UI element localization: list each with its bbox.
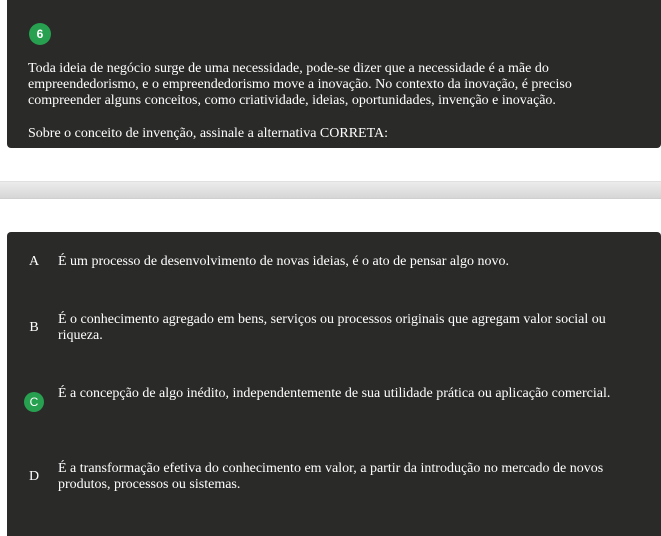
- option-letter-selected: C: [24, 392, 44, 412]
- option-text: É a concepção de algo inédito, independentemente de sua utilidade prática ou aplicação comercial.: [58, 386, 611, 401]
- option-c[interactable]: [7, 386, 661, 422]
- option-letter: D: [28, 469, 40, 484]
- option-text: É o conhecimento agregado em bens, serviços ou processos originais que agregam valor social ou riqueza.: [58, 312, 606, 343]
- option-letter: A: [28, 254, 40, 269]
- option-letter: B: [29, 320, 39, 335]
- option-a[interactable]: [7, 252, 661, 276]
- question-statement: Toda ideia de negócio surge de uma necessidade, pode-se dizer que a necessidade é a mãe do empreendedorismo, e o empreendedorismo move a inovação. No contexto da inovação, é preciso compreender alguns conceitos, como criatividade, ideias, oportunidades, invenção e inovação.: [28, 61, 572, 108]
- option-b[interactable]: [7, 312, 661, 348]
- answers-card: [7, 232, 661, 536]
- question-prompt: Sobre o conceito de invenção, assinale a alternativa CORRETA:: [28, 126, 389, 141]
- question-number-badge: 6: [29, 23, 51, 45]
- option-text: É a transformação efetiva do conhecimento em valor, a partir da introdução no mercado de novos produtos, processos ou sistemas.: [58, 461, 604, 492]
- option-text: É um processo de desenvolvimento de novas ideias, é o ato de pensar algo novo.: [58, 254, 509, 269]
- section-divider: [0, 181, 661, 199]
- question-card: [7, 0, 661, 148]
- option-d[interactable]: [7, 461, 661, 497]
